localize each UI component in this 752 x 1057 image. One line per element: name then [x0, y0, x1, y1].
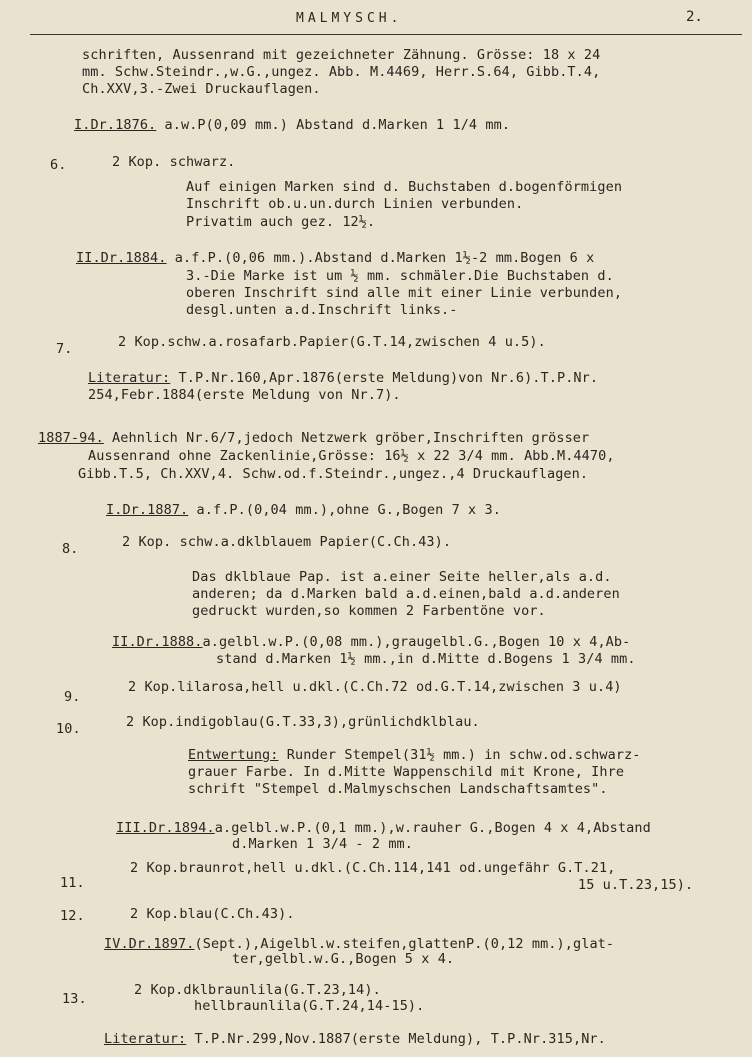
text-line: mm. Schw.Steindr.,w.G.,ungez. Abb. M.4469, Herr.S.64, Gibb.T.4, [82, 64, 601, 80]
item-number: 10. [56, 721, 81, 737]
print-run-line [76, 250, 594, 266]
text-line: anderen; da d.Marken bald a.d.einen,bald a.d.anderen [192, 586, 620, 602]
page-number: 2. [686, 9, 703, 25]
item-number: 13. [62, 991, 87, 1007]
literature-text: T.P.Nr.160,Apr.1876(erste Meldung)von Nr.6).T.P.Nr. [170, 370, 599, 386]
text-line: desgl.unten a.d.Inschrift links.- [186, 302, 458, 318]
cancellation-line [188, 747, 641, 763]
print-run-label: III.Dr.1894. [116, 820, 215, 836]
item-number: 11. [60, 875, 85, 891]
text-line: hellbraunlila(G.T.24,14-15). [194, 998, 425, 1014]
text-line: schriften, Aussenrand mit gezeichneter Zähnung. Grösse: 18 x 24 [82, 47, 601, 63]
text-line: Inschrift ob.u.un.durch Linien verbunden. [186, 196, 524, 212]
issue-years-label: 1887-94. [38, 430, 104, 446]
text-line: Gibb.T.5, Ch.XXV,4. Schw.od.f.Steindr.,ungez.,4 Druckauflagen. [78, 466, 589, 482]
print-run-line [112, 634, 630, 650]
text-line: 254,Febr.1884(erste Meldung von Nr.7). [88, 387, 401, 403]
literature-label: Literatur: [104, 1031, 187, 1047]
print-run-text: (Sept.),Aigelbl.w.steifen,glattenP.(0,12 mm.),glat- [194, 936, 615, 952]
text-line: Privatim auch gez. 12½. [186, 214, 376, 230]
cancellation-label: Entwertung: [188, 747, 279, 763]
item-number: 9. [64, 689, 81, 705]
page-header-title: MALMYSCH. [296, 11, 403, 26]
issue-line [38, 430, 589, 446]
item-number: 7. [56, 341, 73, 357]
print-run-line [104, 936, 614, 952]
text-line: grauer Farbe. In d.Mitte Wappenschild mit Krone, Ihre [188, 764, 625, 780]
item-number: 8. [62, 541, 79, 557]
issue-text: Aehnlich Nr.6/7,jedoch Netzwerk gröber,Inschriften grösser [103, 430, 590, 446]
print-run-line [106, 502, 501, 518]
print-run-label: I.Dr.1887. [106, 502, 189, 518]
literature-line [88, 370, 598, 386]
item-number: 6. [50, 157, 67, 173]
print-run-text: a.f.P.(0,04 mm.),ohne G.,Bogen 7 x 3. [188, 502, 501, 518]
text-line: Auf einigen Marken sind d. Buchstaben d.bogenförmigen [186, 179, 623, 195]
item-number: 12. [60, 908, 85, 924]
item-text: 2 Kop.blau(C.Ch.43). [130, 906, 295, 922]
cancellation-text: Runder Stempel(31½ mm.) in schw.od.schwarz- [278, 747, 641, 763]
text-line: ter,gelbl.w.G.,Bogen 5 x 4. [232, 951, 455, 967]
print-run-text: a.gelbl.w.P.(0,1 mm.),w.rauher G.,Bogen 4 x 4,Abstand [214, 820, 651, 836]
item-text: 2 Kop.braunrot,hell u.dkl.(C.Ch.114,141 od.ungefähr G.T.21, [130, 860, 616, 876]
print-run-text: a.f.P.(0,06 mm.).Abstand d.Marken 1½-2 mm.Bogen 6 x [166, 250, 595, 266]
text-line: schrift "Stempel d.Malmyschschen Landschaftsamtes". [188, 781, 608, 797]
item-text: 2 Kop. schw.a.dklblauem Papier(C.Ch.43). [122, 534, 452, 550]
print-run-line [116, 820, 651, 836]
text-line: gedruckt wurden,so kommen 2 Farbentöne vor. [192, 603, 546, 619]
text-line: Aussenrand ohne Zackenlinie,Grösse: 16½ x 22 3/4 mm. Abb.M.4470, [88, 448, 615, 464]
print-run-label: II.Dr.1884. [76, 250, 167, 266]
text-line: 15 u.T.23,15). [578, 877, 694, 893]
literature-text: T.P.Nr.299,Nov.1887(erste Meldung), T.P.Nr.315,Nr. [186, 1031, 606, 1047]
item-text: 2 Kop.indigoblau(G.T.33,3),grünlichdklblau. [126, 714, 480, 730]
print-run-line [74, 117, 510, 133]
item-text: 2 Kop.lilarosa,hell u.dkl.(C.Ch.72 od.G.T.14,zwischen 3 u.4) [128, 679, 622, 695]
print-run-text: a.gelbl.w.P.(0,08 mm.),graugelbl.G.,Bogen 10 x 4,Ab- [202, 634, 631, 650]
literature-line [104, 1031, 606, 1047]
item-text: 2 Kop.schw.a.rosafarb.Papier(G.T.14,zwischen 4 u.5). [118, 334, 546, 350]
literature-label: Literatur: [88, 370, 171, 386]
item-text: 2 Kop.dklbraunlila(G.T.23,14). [134, 982, 381, 998]
item-text: 2 Kop. schwarz. [112, 154, 236, 170]
text-line: d.Marken 1 3/4 - 2 mm. [232, 836, 414, 852]
print-run-label: II.Dr.1888. [112, 634, 203, 650]
text-line: Ch.XXV,3.-Zwei Druckauflagen. [82, 81, 321, 97]
print-run-label: IV.Dr.1897. [104, 936, 195, 952]
text-line: oberen Inschrift sind alle mit einer Linie verbunden, [186, 285, 623, 301]
text-line: 3.-Die Marke ist um ½ mm. schmäler.Die Buchstaben d. [186, 268, 614, 284]
header-rule [30, 34, 742, 35]
print-run-label: I.Dr.1876. [74, 117, 157, 133]
print-run-text: a.w.P(0,09 mm.) Abstand d.Marken 1 1/4 mm. [156, 117, 511, 133]
text-line: stand d.Marken 1½ mm.,in d.Mitte d.Bogens 1 3/4 mm. [216, 651, 636, 667]
text-line: Das dklblaue Pap. ist a.einer Seite heller,als a.d. [192, 569, 612, 585]
